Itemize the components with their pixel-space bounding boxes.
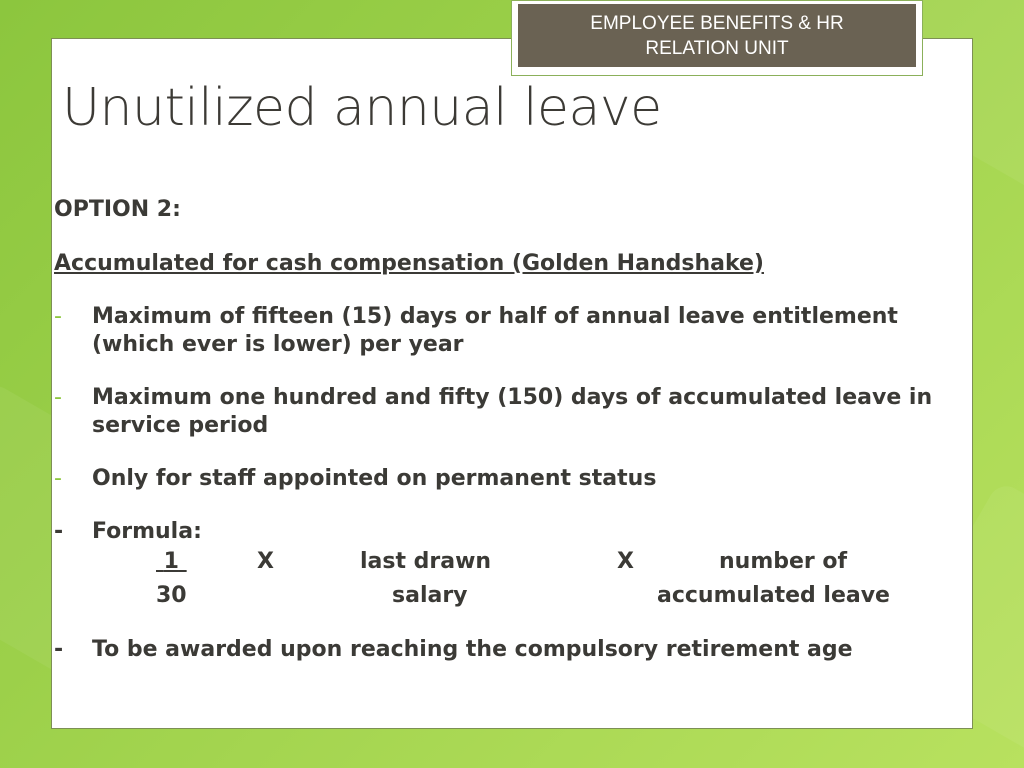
- final-bullet-marker: -: [54, 637, 64, 662]
- formula-last-drawn: last drawn: [360, 549, 492, 574]
- formula-multiply-2: X: [617, 549, 634, 574]
- bullet-item: [54, 465, 972, 493]
- formula-label: Formula:: [92, 519, 202, 544]
- bullet-text: Maximum one hundred and fifty (150) days of accumulated leave in service period: [92, 385, 933, 438]
- header-tab-label: [518, 4, 916, 67]
- formula-marker: -: [54, 519, 64, 544]
- header-tab-line-2: RELATION UNIT: [645, 37, 789, 59]
- formula-number-of: number of: [719, 549, 848, 574]
- formula-numerator: 1: [163, 549, 179, 574]
- header-tab-line-1: EMPLOYEE BENEFITS & HR: [590, 12, 844, 34]
- subheading: Accumulated for cash compensation (Golden Handshake): [54, 251, 764, 276]
- bullet-marker: -: [54, 385, 62, 410]
- formula-numerator-row: [54, 548, 972, 582]
- bullet-marker: -: [54, 304, 62, 329]
- formula-denominator-row: [54, 582, 972, 616]
- formula-multiply-1: X: [257, 549, 274, 574]
- bullet-text: Maximum of fifteen (15) days or half of annual leave entitlement (which ever is lower) per year: [92, 304, 898, 357]
- formula-item: [54, 518, 972, 546]
- header-tab: [511, 0, 923, 76]
- bullet-marker: -: [54, 466, 62, 491]
- final-bullet-text: To be awarded upon reaching the compulsory retirement age: [92, 637, 853, 662]
- option-label: OPTION 2:: [54, 197, 181, 222]
- formula-denominator: 30: [156, 583, 187, 608]
- final-bullet-item: [54, 636, 972, 664]
- bullet-item: [54, 384, 972, 440]
- slide-body: [54, 196, 972, 689]
- formula-accumulated-leave: accumulated leave: [657, 583, 890, 608]
- bullet-text: Only for staff appointed on permanent status: [92, 466, 657, 491]
- formula-salary: salary: [392, 583, 468, 608]
- slide-title: Unutilized annual leave: [62, 78, 662, 138]
- bullet-item: [54, 303, 972, 359]
